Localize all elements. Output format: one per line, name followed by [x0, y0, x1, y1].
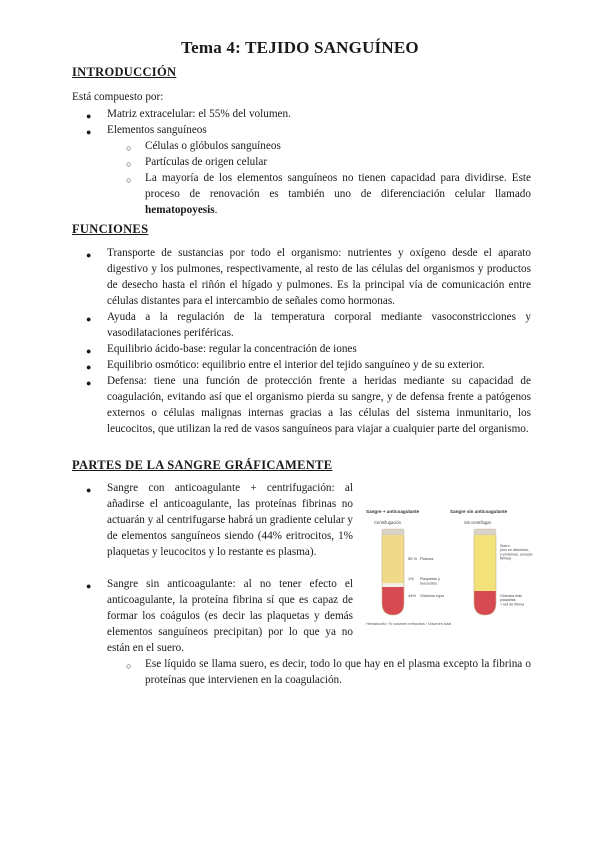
funciones-item-3: Equilibrio ácido-base: regular la concentración de iones [107, 343, 357, 355]
intro-item-1: Matriz extracelular: el 55% del volumen. [107, 108, 291, 120]
red-cells-layer [382, 587, 404, 615]
funciones-item-4: Equilibrio osmótico: equilibrio entre el interior del tejido sanguíneo y de su exterior. [107, 359, 485, 371]
bullet-icon: ● [86, 314, 92, 324]
fig-caption: Hematocrito: % volumen eritrocitos / Volumen total [366, 622, 452, 626]
funciones-item-5: Defensa: tiene una función de protección frente a heridas mediante su capacidad de coagulación, evitando así que el organismo pierda su sangre, y de defensa frente a patógenos externos o células malignas internas gracias a las células del sistema inmunitario, los leucocitos, que utilizan la red de vasos sanguíneos para viajar a cualquier parte del organismo. [107, 375, 531, 435]
fig-mid-pct: 1% [408, 576, 414, 581]
hematopoyesis-term: hematopoyesis [145, 204, 215, 216]
funciones-item-2: Ayuda a la regulación de la temperatura corporal mediante vasoconstricciones y vasodilataciones periféricas. [107, 311, 531, 339]
fig-left-title: Sangre + anticoagulante [366, 509, 420, 514]
fig-right-subtitle: Sin centrifugar [464, 520, 491, 525]
fig-clot-label: Glóbulos más plaquetas + red de fibrina [500, 594, 525, 607]
bullet-icon: ● [86, 362, 92, 372]
bullet-icon: ● [86, 111, 92, 121]
partes-subitem: Ese líquido se llama suero, es decir, todo lo que hay en el plasma excepto la fibrina o proteínas que intervienen en la coagulación. [145, 658, 531, 686]
bullet-icon: ● [86, 378, 92, 388]
bullet-icon: ● [86, 581, 92, 591]
blood-tubes-figure [364, 505, 534, 629]
bullet-icon: ● [86, 485, 92, 495]
section-heading-partes: PARTES DE LA SANGRE GRÁFICAMENTE [72, 458, 333, 472]
fig-plasma-label: Plasma [420, 556, 434, 561]
sub-bullet-icon: ○ [126, 159, 132, 169]
intro-subitem-3-text: La mayoría de los elementos sanguíneos no tienen capacidad para dividirse. Este proceso de renovación es también uno de diferenciación celular llamado [145, 172, 531, 200]
fig-serum-label: Suero (rico en albúmina, γ-proteínas, excepto fibrina) [500, 544, 533, 561]
section-heading-funciones: FUNCIONES [72, 222, 149, 236]
fig-red-pct: 44% [408, 593, 417, 598]
intro-subitem-3 [145, 170, 531, 218]
sub-bullet-icon: ○ [126, 175, 132, 185]
intro-subitem-1: Células o glóbulos sanguíneos [145, 140, 281, 152]
fig-right-title: Sangre sin anticoagulante [450, 509, 508, 514]
partes-item-1: Sangre con anticoagulante + centrifugación: al añadirse el anticoagulante, las proteínas fibrinas no actuarán y al centrifugarse habrá un gradiente celular y de elementos sanguíneos siendo (44% eritrocitos, 1% plaquetas y leucocitos y lo restante es plasma). [107, 482, 353, 558]
centrifuged-tube [382, 529, 404, 615]
clot-layer [474, 591, 496, 615]
sub-bullet-icon: ○ [126, 661, 132, 671]
serum-layer [474, 535, 496, 591]
sub-bullet-icon: ○ [126, 143, 132, 153]
buffy-coat-layer [382, 583, 404, 587]
page-title: Tema 4: TEJIDO SANGUÍNEO [181, 38, 419, 57]
bullet-icon: ● [86, 127, 92, 137]
fig-plasma-pct: 55 % [408, 556, 418, 561]
intro-subitem-2: Partículas de origen celular [145, 156, 268, 168]
plasma-layer [382, 535, 404, 583]
partes-item-2: Sangre sin anticoagulante: al no tener efecto el anticoagulante, la proteína fibrina sí que es capaz de formar los coágulos (es decir las plaquetas y demás elementos sanguíneos precipitan) por lo que ya no están en el suero. [107, 578, 353, 654]
intro-subitem-3-end: . [214, 204, 218, 216]
section-heading-introduccion: INTRODUCCIÓN [72, 65, 177, 79]
bullet-icon: ● [86, 346, 92, 356]
funciones-item-1: Transporte de sustancias por todo el organismo: nutrientes y oxígeno desde el aparato digestivo y los pulmones, respectivamente, al resto de las células del organismos y productos de desecho hasta el riñón el hígado y pulmones. Es la principal vía de comunicación entre células distantes para el intercambio de señales como hormonas. [107, 247, 531, 307]
fig-mid-label: Plaquetas y leucocitos [420, 577, 440, 586]
bullet-icon: ● [86, 250, 92, 260]
intro-item-2: Elementos sanguíneos [107, 124, 207, 136]
fig-left-subtitle: Centrifugación [374, 520, 402, 525]
fig-red-label: Glóbulos rojos [420, 594, 445, 598]
intro-lead: Está compuesto por: [72, 91, 164, 103]
uncentrifuged-tube [474, 529, 496, 615]
